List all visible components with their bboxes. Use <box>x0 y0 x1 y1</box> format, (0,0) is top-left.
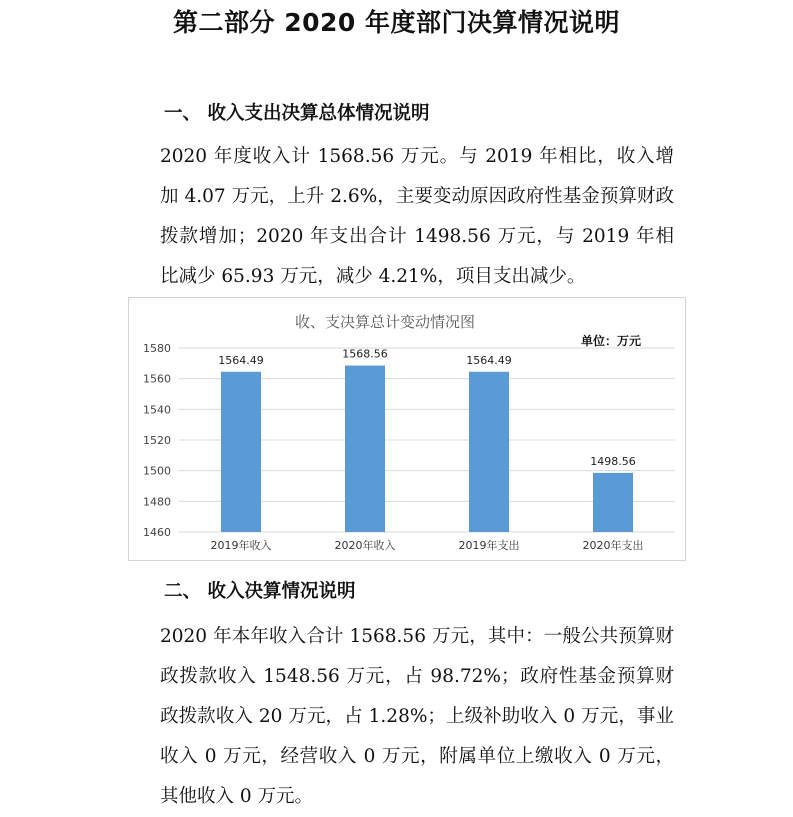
data-label: 1564.49 <box>466 353 512 367</box>
data-label: 1568.56 <box>342 347 388 361</box>
x-tick-label: 2020年支出 <box>582 539 644 552</box>
paragraph-text: 2020 年本年收入合计 1568.56 万元，其中：一般公共预算财政拨款收入 1548.56 万元，占 98.72%；政府性基金预算财政拨款收入 20 万元，占 1.28%；上级补助收入 0 万元，事业收入 0 万元，经营收入 0 万元，附属单位上缴收入 0 万元，其他收入 0 万元。 <box>160 626 674 807</box>
bar <box>469 372 509 532</box>
paragraph-income-expense-overview <box>122 137 674 297</box>
chart-unit-label: 单位：万元 <box>581 334 642 348</box>
data-label: 1498.56 <box>590 454 636 468</box>
paragraph-income <box>122 617 674 817</box>
y-tick-label: 1460 <box>143 526 171 539</box>
bar-chart-container <box>128 297 686 561</box>
x-tick-label: 2019年收入 <box>210 539 272 552</box>
bar <box>345 366 385 532</box>
chart-y-axis <box>143 342 171 539</box>
chart-data-labels <box>218 348 636 468</box>
bar <box>593 473 633 532</box>
chart-x-axis <box>211 538 644 552</box>
page-title: 第二部分 2020 年度部门决算情况说明 <box>173 8 620 37</box>
y-tick-label: 1500 <box>143 464 171 478</box>
y-tick-label: 1520 <box>143 434 171 447</box>
y-tick-label: 1480 <box>143 495 171 509</box>
paragraph-text: 2020 年度收入计 1568.56 万元。与 2019 年相比，收入增加 4.07 万元，上升 2.6%，主要变动原因政府性基金预算财政拨款增加；2020 年支出合计 1498.56 万元，与 2019 年相比减少 65.93 万元，减少 4.21%，项目支出减少。 <box>160 146 674 287</box>
bar <box>221 372 261 532</box>
section-heading-income-expense-overview: 一、 收入支出决算总体情况说明 <box>164 103 430 124</box>
data-label: 1564.49 <box>218 353 264 367</box>
chart-title: 收、支决算总计变动情况图 <box>294 313 476 331</box>
x-tick-label: 2020年收入 <box>334 539 396 552</box>
bar-chart <box>129 298 685 560</box>
y-tick-label: 1540 <box>143 403 171 417</box>
y-tick-label: 1580 <box>143 342 171 355</box>
y-tick-label: 1560 <box>143 372 171 386</box>
chart-bars <box>221 366 633 532</box>
x-tick-label: 2019年支出 <box>458 539 520 552</box>
section-heading-income: 二、 收入决算情况说明 <box>164 581 356 602</box>
